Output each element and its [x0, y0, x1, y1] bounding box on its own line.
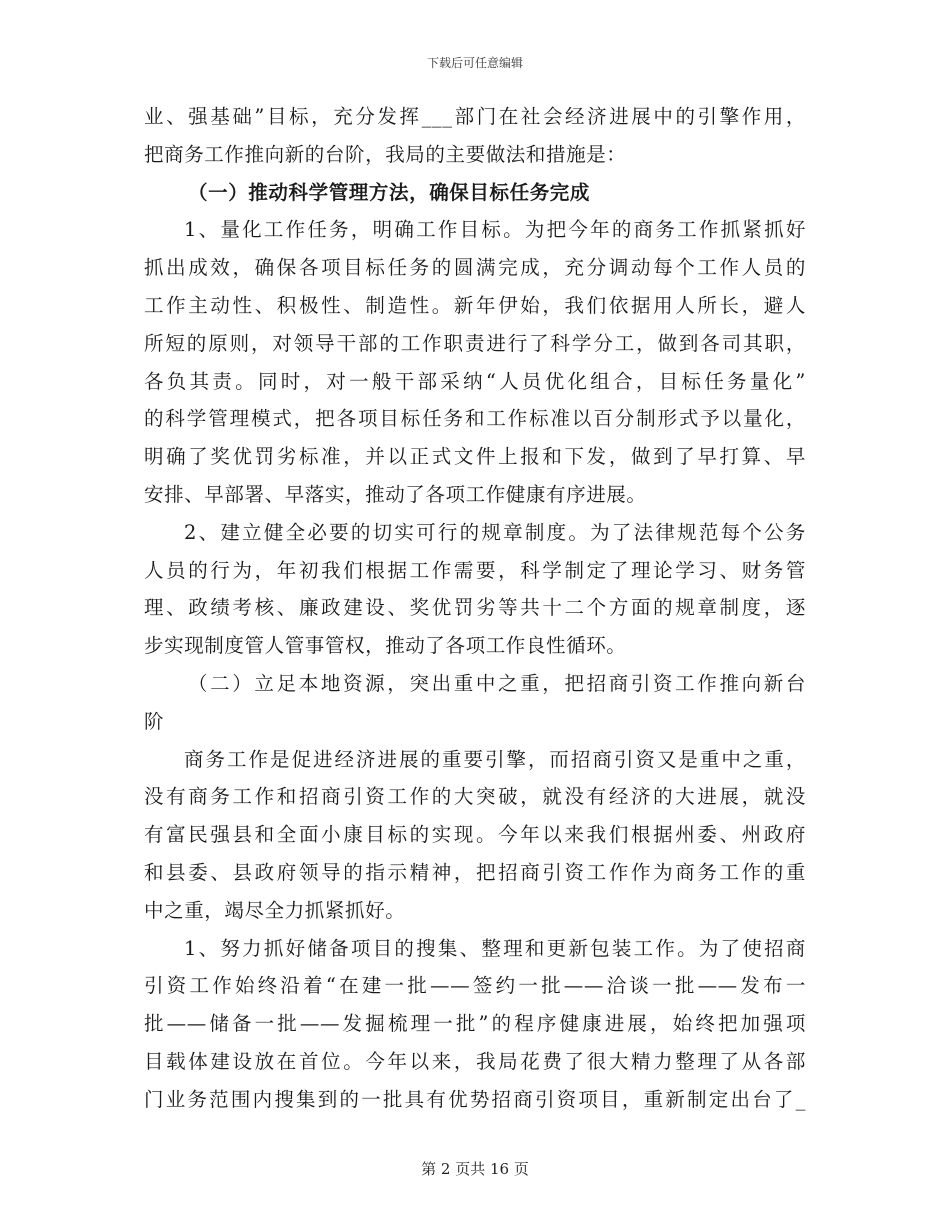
paragraph-line: 明确了奖优罚劣标准，并以正式文件上报和下发，做到了早打算、早: [144, 445, 806, 469]
paragraph-line: 所短的原则，对领导干部的工作职责进行了科学分工，做到各司其职，: [144, 331, 806, 355]
paragraph-line: 业、强基础”目标，充分发挥___部门在社会经济进展中的引擎作用，: [144, 105, 806, 128]
paragraph-line: 工作主动性、积极性、制造性。新年伊始，我们依据用人所长，避人: [144, 293, 806, 317]
paragraph-line: 抓出成效，确保各项目标任务的圆满完成，充分调动每个工作人员的: [144, 256, 806, 280]
paragraph-line: 步实现制度管人管事管权，推动了各项工作良性循环。: [144, 634, 627, 658]
paragraph-line: 商务工作是促进经济进展的重要引擎，而招商引资又是重中之重，: [184, 747, 806, 771]
paragraph-line: 和县委、县政府领导的指示精神，把招商引资工作作为商务工作的重: [144, 860, 806, 884]
paragraph-line: 把商务工作推向新的台阶，我局的主要做法和措施是：: [144, 142, 627, 166]
paragraph-line: 1、量化工作任务，明确工作目标。为把今年的商务工作抓紧抓好: [184, 218, 806, 242]
section-heading: 阶: [144, 709, 165, 733]
section-heading: （一）推动科学管理方法，确保目标任务完成: [188, 180, 591, 204]
paragraph-line: 的科学管理模式，把各项目标任务和工作标准以百分制形式予以量化，: [144, 407, 806, 431]
page-footer: 第 2 页共 16 页: [421, 1160, 529, 1178]
paragraph-line: 中之重，竭尽全力抓紧抓好。: [144, 898, 406, 922]
paragraph-line: 批——储备一批——发掘梳理一批”的程序健康进展，始终把加强项: [144, 1012, 806, 1036]
paragraph-line: 有富民强县和全面小康目标的实现。今年以来我们根据州委、州政府: [144, 823, 806, 847]
paragraph-line: 人员的行为，年初我们根据工作需要，科学制定了理论学习、财务管: [144, 558, 806, 582]
document-body: [144, 98, 806, 1119]
paragraph-line: 各负其责。同时，对一般干部采纳“人员优化组合，目标任务量化”: [144, 369, 806, 393]
paragraph-line: 安排、早部署、早落实，推动了各项工作健康有序进展。: [144, 482, 647, 506]
paragraph-line: 没有商务工作和招商引资工作的大突破，就没有经济的大进展，就没: [144, 785, 806, 809]
paragraph-line: 理、政绩考核、廉政建设、奖优罚劣等共十二个方面的规章制度，逐: [144, 596, 806, 620]
paragraph-line: 2、建立健全必要的切实可行的规章制度。为了法律规范每个公务: [184, 520, 806, 544]
section-heading: （二）立足本地资源，突出重中之重，把招商引资工作推向新台: [188, 671, 806, 695]
paragraph-line: 目载体建设放在首位。今年以来，我局花费了很大精力整理了从各部: [144, 1049, 806, 1073]
paragraph-line: 1、努力抓好储备项目的搜集、整理和更新包装工作。为了使招商: [184, 936, 806, 960]
paragraph-line: 门业务范围内搜集到的一批具有优势招商引资项目，重新制定出台了_: [144, 1087, 806, 1111]
page-header: 下载后可任意编辑: [426, 56, 523, 70]
paragraph-line: 引资工作始终沿着“在建一批——签约一批——洽谈一批——发布一: [144, 974, 806, 998]
